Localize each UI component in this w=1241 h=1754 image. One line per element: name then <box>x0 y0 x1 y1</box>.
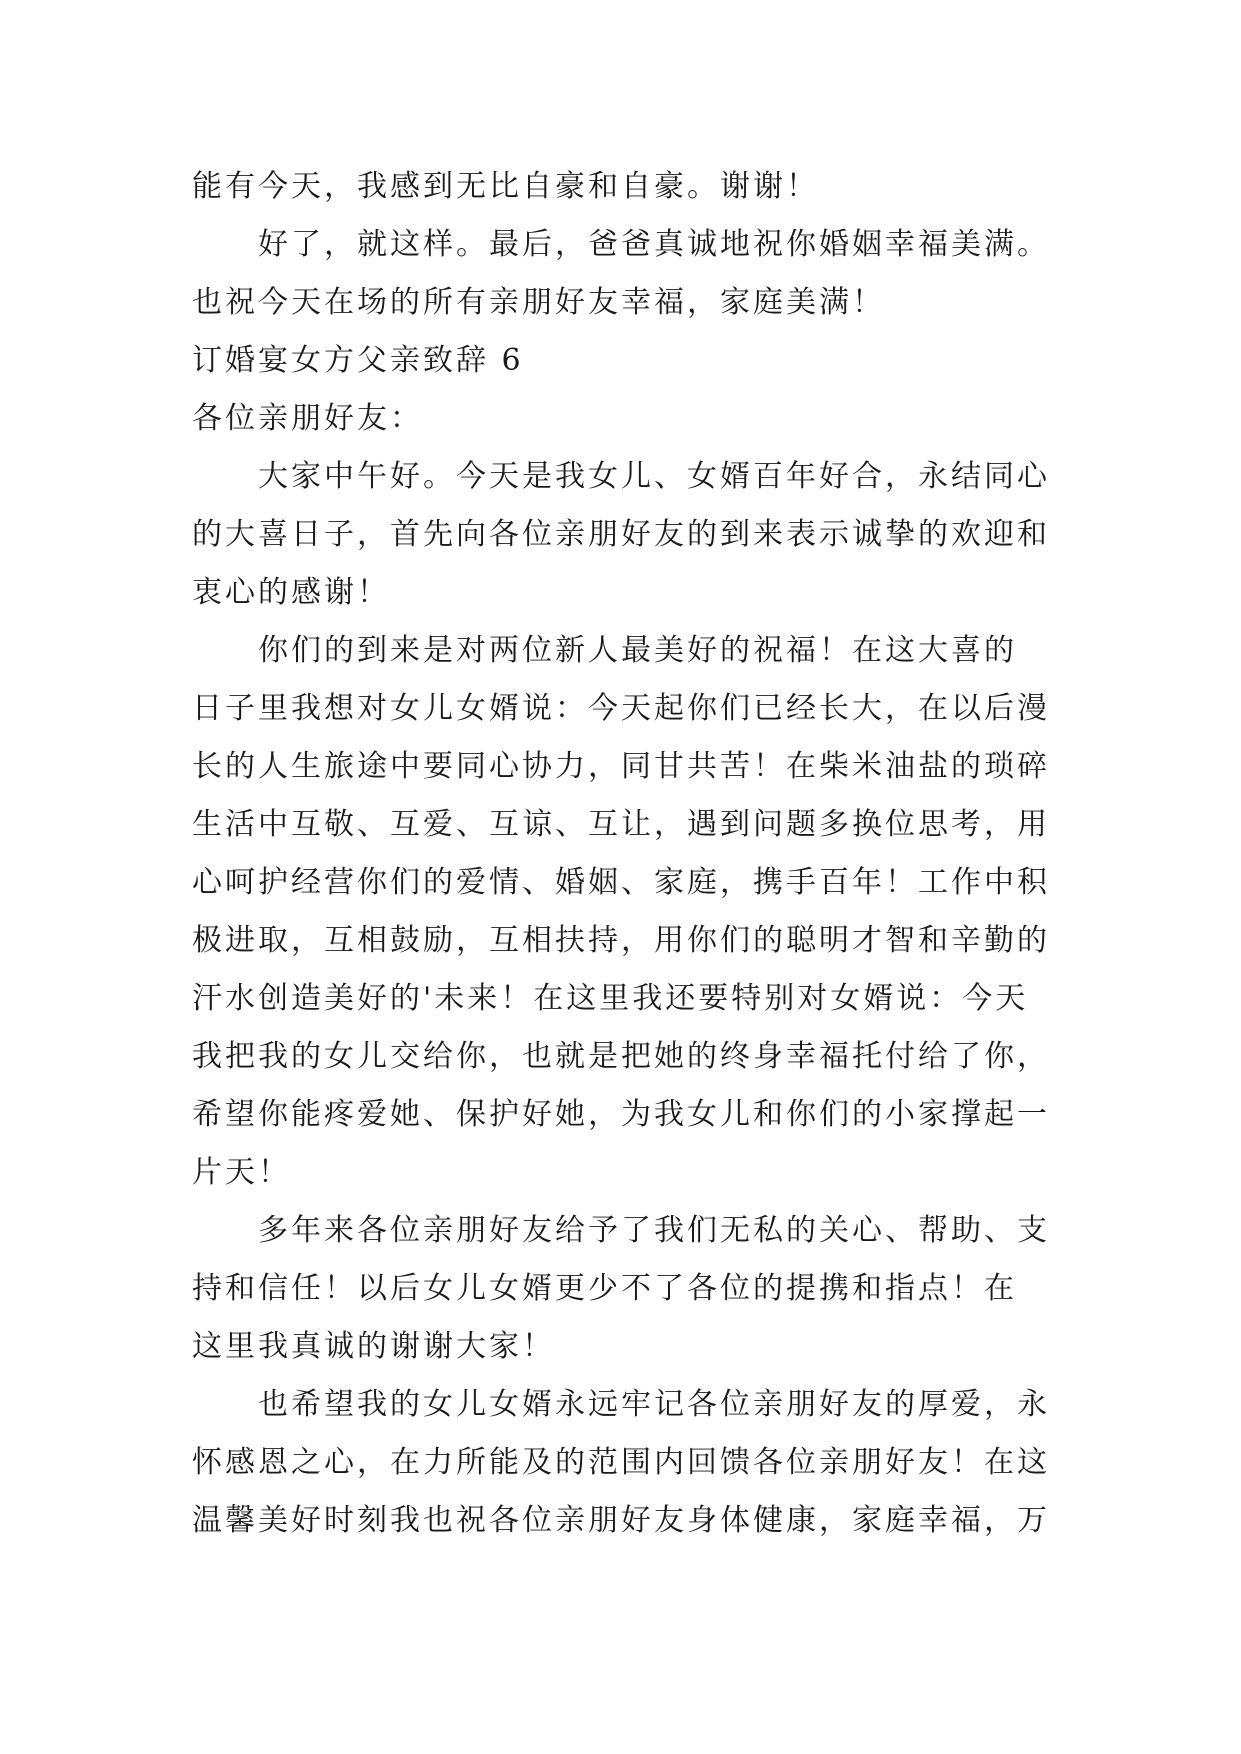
salutation: 各位亲朋好友： <box>192 401 423 436</box>
document-body <box>192 158 1072 1550</box>
text-line: 能有今天，我感到无比自豪和自豪。谢谢！ <box>192 169 819 204</box>
paragraph-line: 多年来各位亲朋好友给予了我们无私的关心、帮助、支 <box>258 1213 1050 1248</box>
text-line: 长的人生旅途中要同心协力，同甘共苦！在柴米油盐的琐碎 <box>192 749 1050 784</box>
text-line: 的大喜日子，首先向各位亲朋好友的到来表示诚挚的欢迎和 <box>192 517 1050 552</box>
paragraph-line: 也希望我的女儿女婿永远牢记各位亲朋好友的厚爱，永 <box>258 1387 1050 1422</box>
text-line: 也祝今天在场的所有亲朋好友幸福，家庭美满！ <box>192 285 885 320</box>
text-line: 心呵护经营你们的爱情、婚姻、家庭，携手百年！工作中积 <box>192 865 1050 900</box>
text-line: 片天！ <box>192 1155 291 1190</box>
paragraph-line: 你们的到来是对两位新人最美好的祝福！在这大喜的 <box>258 633 1017 668</box>
text-line: 怀感恩之心，在力所能及的范围内回馈各位亲朋好友！在这 <box>192 1445 1050 1480</box>
text-line: 汗水创造美好的'未来！在这里我还要特别对女婿说：今天 <box>192 981 1029 1016</box>
text-line: 极进取，互相鼓励，互相扶持，用你们的聪明才智和辛勤的 <box>192 923 1050 958</box>
text-line: 我把我的女儿交给你，也就是把她的终身幸福托付给了你， <box>192 1039 1050 1074</box>
text-line: 这里我真诚的谢谢大家！ <box>192 1329 555 1364</box>
text-line: 衷心的感谢！ <box>192 575 390 610</box>
text-line: 持和信任！以后女儿女婿更少不了各位的提携和指点！在 <box>192 1271 1017 1306</box>
paragraph-line: 好了，就这样。最后，爸爸真诚地祝你婚姻幸福美满。 <box>258 227 1050 262</box>
text-line: 希望你能疼爱她、保护好她，为我女儿和你们的小家撑起一 <box>192 1097 1050 1132</box>
text-line: 日子里我想对女儿女婿说：今天起你们已经长大，在以后漫 <box>192 691 1050 726</box>
text-line: 生活中互敬、互爱、互谅、互让，遇到问题多换位思考，用 <box>192 807 1050 842</box>
text-line: 温馨美好时刻我也祝各位亲朋好友身体健康，家庭幸福，万 <box>192 1503 1050 1538</box>
paragraph-line: 大家中午好。今天是我女儿、女婿百年好合，永结同心 <box>258 459 1050 494</box>
section-title: 订婚宴女方父亲致辞 6 <box>192 343 524 378</box>
